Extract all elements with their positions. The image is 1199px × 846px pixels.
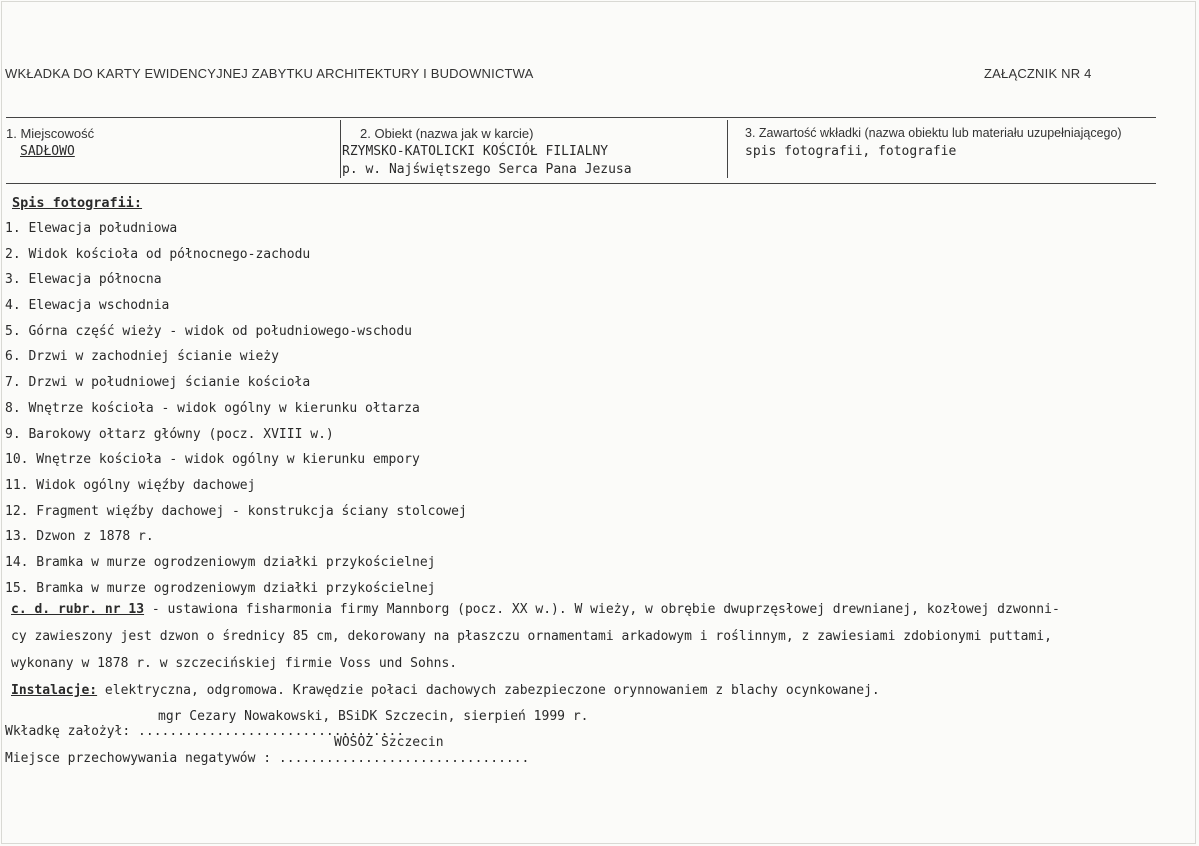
- continuation-label: c. d. rubr. nr 13: [11, 602, 145, 617]
- installations-text: elektryczna, odgromowa. Krawędzie połaci dachowych zabezpieczone orynnowaniem z blachy ocynkowanej.: [97, 683, 880, 698]
- list-item: 5. Górna część wieży - widok od południowego-wschodu: [5, 323, 412, 339]
- continuation-text: - ustawiona fisharmonia firmy Mannborg (pocz. XX w.). W wieży, w obrębie dwuprzęsłowej drewnianej, kozłowej dzwonni-: [144, 602, 1060, 617]
- list-item: 2. Widok kościoła od północnego-zachodu: [5, 246, 311, 262]
- photo-list-heading: Spis fotografii:: [12, 195, 143, 211]
- author-value: mgr Cezary Nowakowski, BSiDK Szczecin, sierpień 1999 r.: [158, 709, 589, 724]
- object-label: 2. Obiekt (nazwa jak w karcie): [360, 126, 534, 141]
- list-item: 8. Wnętrze kościoła - widok ogólny w kierunku ołtarza: [5, 400, 420, 416]
- list-item: 6. Drzwi w zachodniej ścianie wieży: [5, 349, 279, 365]
- attachment-number: ZAŁĄCZNIK NR 4: [984, 66, 1092, 81]
- photo-list: [5, 218, 467, 603]
- list-item: 7. Drzwi w południowej ścianie kościoła: [5, 375, 311, 391]
- list-item: 9. Barokowy ołtarz główny (pocz. XVIII w.): [5, 426, 334, 442]
- list-item: 11. Widok ogólny więźby dachowej: [5, 477, 256, 493]
- object-name: RZYMSKO-KATOLICKI KOŚCIÓŁ FILIALNY: [342, 144, 609, 159]
- list-item: 1. Elewacja południowa: [5, 221, 178, 236]
- installations-line: [11, 683, 1191, 698]
- continuation-note-line-3: wykonany w 1878 r. w szczecińskiej firmie Voss und Sohns.: [11, 656, 458, 671]
- author-label: Wkładkę założył: ..................................: [5, 724, 405, 739]
- table-bottom-rule: [6, 183, 1156, 184]
- storage-label: Miejsce przechowywania negatywów : ................................: [5, 751, 530, 766]
- continuation-note-line-1: [11, 602, 1191, 617]
- content-label: 3. Zawartość wkładki (nazwa obiektu lub materiału uzupełniającego): [745, 126, 1122, 140]
- column-divider-1: [340, 120, 341, 178]
- list-item: 14. Bramka w murze ogrodzeniowym działki przykościelnej: [5, 554, 436, 570]
- form-title: WKŁADKA DO KARTY EWIDENCYJNEJ ZABYTKU ARCHITEKTURY I BUDOWNICTWA: [5, 66, 534, 81]
- list-item: 12. Fragment więźby dachowej - konstrukcja ściany stolcowej: [5, 503, 467, 519]
- locality-label: 1. Miejscowość: [6, 126, 95, 141]
- list-item: 10. Wnętrze kościoła - widok ogólny w kierunku empory: [5, 452, 420, 468]
- list-item: 3. Elewacja północna: [5, 272, 162, 288]
- list-item: 15. Bramka w murze ogrodzeniowym działki przykościelnej: [5, 580, 436, 596]
- locality-value: SADŁOWO: [20, 144, 75, 159]
- table-top-rule: [6, 117, 1156, 118]
- content-value: spis fotografii, fotografie: [745, 144, 957, 159]
- column-divider-2: [727, 120, 728, 178]
- installations-label: Instalacje:: [11, 683, 98, 698]
- object-dedication: p. w. Najświętszego Serca Pana Jezusa: [342, 162, 632, 177]
- continuation-note-line-2: cy zawieszony jest dzwon o średnicy 85 cm, dekorowany na płaszczu ornamentami arkadowym i roślinnym, z zawiesiami zdobionymi puttami,: [11, 629, 1052, 644]
- list-item: 4. Elewacja wschodnia: [5, 298, 170, 314]
- list-item: 13. Dzwon z 1878 r.: [5, 529, 154, 545]
- storage-value: WOSOZ Szczecin: [334, 735, 444, 750]
